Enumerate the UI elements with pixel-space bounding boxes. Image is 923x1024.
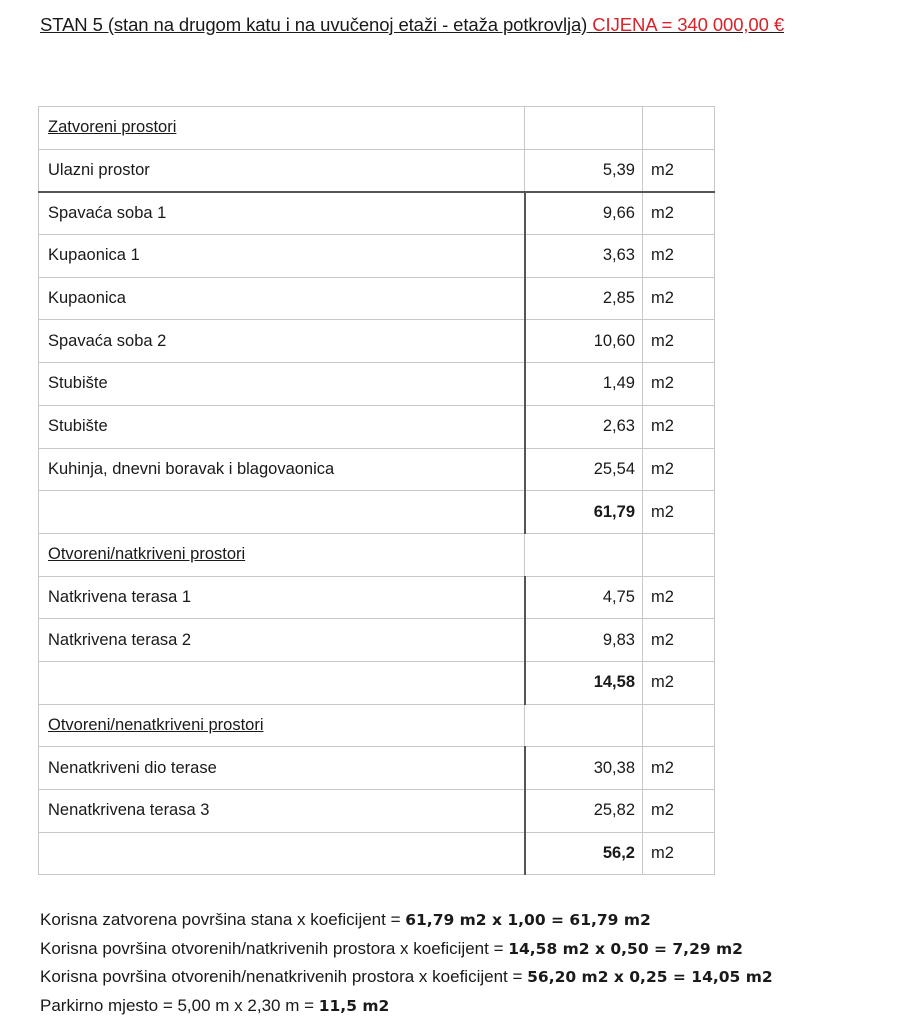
room-name: Nenatkriveni dio terase [39, 747, 525, 790]
summary-label: Parkirno mjesto = 5,00 m x 2,30 m = [40, 995, 319, 1015]
summary-result: 61,79 m2 x 1,00 = 61,79 m2 [405, 911, 651, 929]
area-value: 5,39 [525, 149, 643, 192]
room-name: Kupaonica 1 [39, 235, 525, 278]
table-row [39, 405, 715, 448]
area-unit: m2 [643, 619, 715, 662]
area-unit: m2 [643, 363, 715, 406]
area-value: 1,49 [525, 363, 643, 406]
area-unit: m2 [643, 661, 715, 704]
table-row [39, 320, 715, 363]
subtotal-value: 61,79 [525, 491, 643, 534]
area-value: 3,63 [525, 235, 643, 278]
room-name: Stubište [39, 363, 525, 406]
section-title: Otvoreni/natkriveni prostori [39, 533, 525, 576]
summary-result: 14,58 m2 x 0,50 = 7,29 m2 [508, 939, 743, 958]
table-row [39, 235, 715, 278]
area-unit: m2 [643, 576, 715, 619]
subtotal-row [39, 491, 715, 534]
area-value: 4,75 [525, 576, 643, 619]
area-value: 10,60 [525, 320, 643, 363]
area-unit: m2 [643, 448, 715, 491]
area-unit: m2 [643, 235, 715, 278]
summary-line [40, 906, 773, 935]
area-unit: m2 [643, 192, 715, 235]
page-title [40, 14, 784, 36]
area-unit [643, 704, 715, 747]
room-name: Natkrivena terasa 1 [39, 576, 525, 619]
room-name [39, 661, 525, 704]
area-value: 9,83 [525, 619, 643, 662]
table-row [39, 448, 715, 491]
subtotal-row [39, 832, 715, 875]
area-unit [643, 107, 715, 150]
section-title: Zatvoreni prostori [39, 107, 525, 150]
calculation-summary [40, 906, 773, 1020]
room-name [39, 832, 525, 875]
room-name: Spavaća soba 2 [39, 320, 525, 363]
area-unit: m2 [643, 747, 715, 790]
section-header-row [39, 533, 715, 576]
table-row [39, 790, 715, 833]
apartment-heading: STAN 5 (stan na drugom katu i na uvučenoj etaži - etaža potkrovlja) [40, 14, 588, 35]
area-unit: m2 [643, 405, 715, 448]
summary-label: Korisna površina otvorenih/nenatkrivenih prostora x koeficijent = [40, 967, 528, 986]
summary-label: Korisna površina otvorenih/natkrivenih prostora x koeficijent = [40, 938, 509, 958]
area-unit: m2 [643, 320, 715, 363]
table-row [39, 747, 715, 790]
summary-result: 11,5 m2 [318, 996, 390, 1015]
area-value: 30,38 [525, 747, 643, 790]
area-table [38, 106, 715, 875]
room-name: Kuhinja, dnevni boravak i blagovaonica [39, 448, 525, 491]
area-value: 2,85 [525, 277, 643, 320]
area-value [525, 107, 643, 150]
summary-label: Korisna zatvorena površina stana x koeficijent = [40, 910, 406, 929]
area-unit: m2 [643, 790, 715, 833]
section-header-row [39, 704, 715, 747]
table-row [39, 576, 715, 619]
area-value: 25,54 [525, 448, 643, 491]
area-unit: m2 [643, 491, 715, 534]
room-name: Natkrivena terasa 2 [39, 619, 525, 662]
room-name: Spavaća soba 1 [39, 192, 525, 235]
area-value: 25,82 [525, 790, 643, 833]
table-row [39, 149, 715, 192]
room-name: Kupaonica [39, 277, 525, 320]
section-header-row [39, 107, 715, 150]
table-row [39, 363, 715, 406]
area-unit: m2 [643, 832, 715, 875]
subtotal-value: 56,2 [525, 832, 643, 875]
room-name: Ulazni prostor [39, 149, 525, 192]
summary-line [40, 963, 773, 992]
price-label: CIJENA = 340 000,00 € [592, 14, 785, 35]
room-name [39, 491, 525, 534]
subtotal-row [39, 661, 715, 704]
room-name: Nenatkrivena terasa 3 [39, 790, 525, 833]
summary-result: 56,20 m2 x 0,25 = 14,05 m2 [527, 968, 773, 986]
area-unit: m2 [643, 149, 715, 192]
area-value [525, 704, 643, 747]
area-value: 2,63 [525, 405, 643, 448]
summary-line [40, 935, 773, 964]
area-value [525, 533, 643, 576]
area-value: 9,66 [525, 192, 643, 235]
table-row [39, 277, 715, 320]
room-name: Stubište [39, 405, 525, 448]
subtotal-value: 14,58 [525, 661, 643, 704]
summary-line [40, 992, 773, 1021]
table-row [39, 619, 715, 662]
table-row [39, 192, 715, 235]
area-unit: m2 [643, 277, 715, 320]
area-unit [643, 533, 715, 576]
section-title: Otvoreni/nenatkriveni prostori [39, 704, 525, 747]
